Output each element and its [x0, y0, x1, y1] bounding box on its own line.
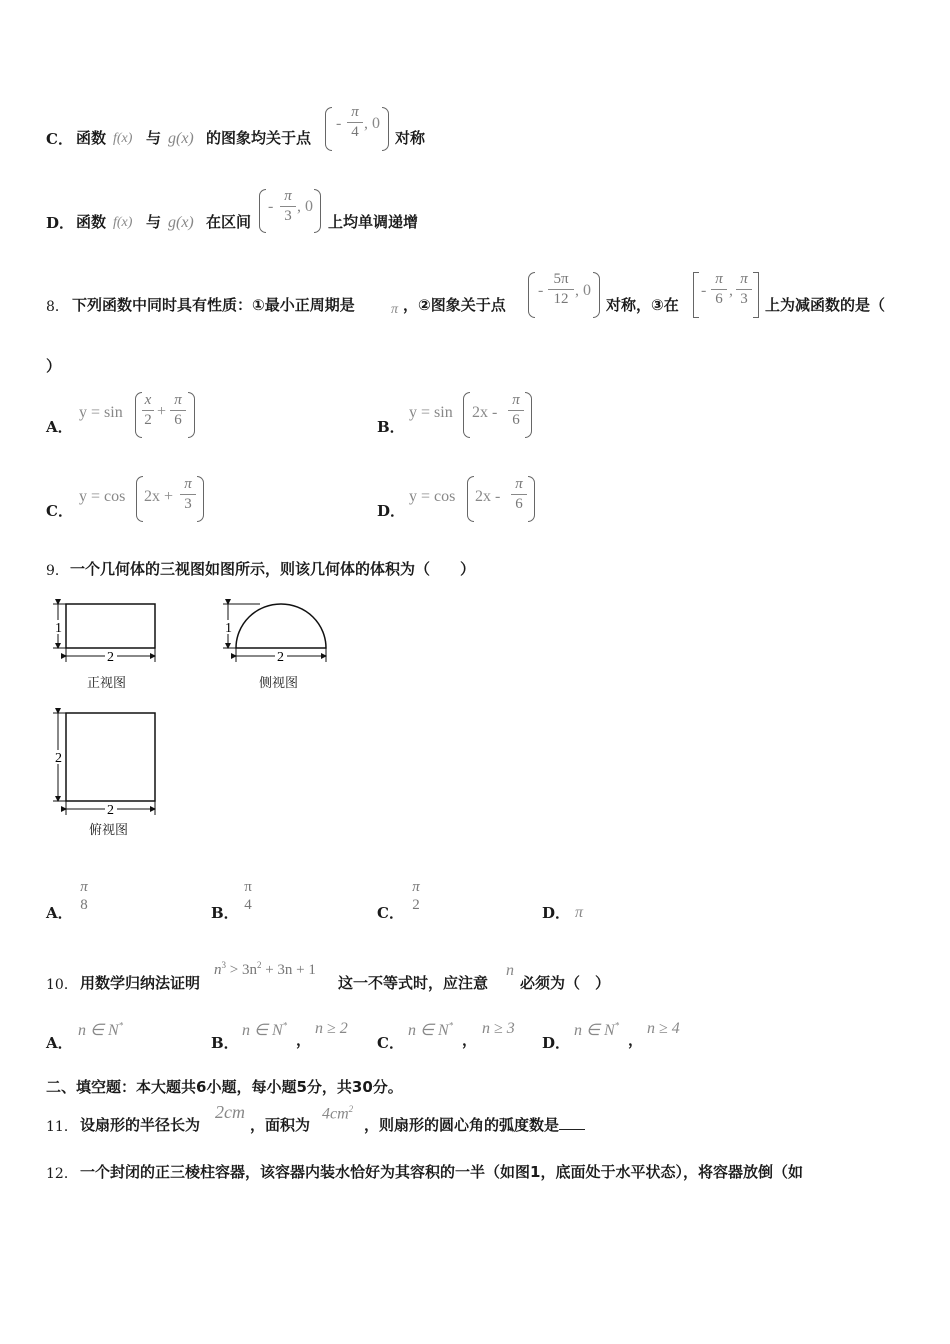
option-a-set: n ∈ N*	[78, 1020, 124, 1039]
left-paren	[325, 107, 332, 151]
left-paren	[467, 476, 474, 522]
option-label: C．	[46, 130, 73, 148]
left-paren	[528, 272, 535, 318]
right-paren	[382, 107, 389, 151]
minus: -	[268, 198, 274, 215]
side-view-width: 2	[277, 650, 284, 665]
question-text: ，②图象关于点	[403, 296, 506, 314]
math-arg: 2x +	[144, 488, 174, 505]
plus: +	[157, 403, 167, 420]
radius-value: 2cm	[215, 1102, 245, 1122]
option-c-cond: n ≥ 3	[482, 1020, 515, 1037]
text: 与	[146, 129, 162, 147]
option-label: C．	[377, 904, 404, 922]
right-paren	[593, 272, 600, 318]
math-pi: π	[391, 302, 399, 317]
question-number: 10．	[46, 977, 78, 993]
minus: -	[701, 282, 707, 299]
left-paren	[136, 476, 143, 522]
front-view-figure	[50, 598, 165, 670]
fraction: x 2	[142, 392, 154, 429]
question-text: 下列函数中同时具有性质：①最小正周期是	[72, 296, 355, 314]
option-label: B．	[211, 904, 239, 922]
option-label: C．	[377, 1034, 404, 1052]
right-paren	[188, 392, 195, 438]
text: 与	[146, 213, 162, 231]
math-f: f(x)	[113, 131, 133, 146]
left-bracket	[693, 272, 699, 318]
top-view-height: 2	[55, 751, 62, 766]
question-text: 对称，③在	[606, 296, 679, 314]
math-lhs: y = cos	[409, 488, 456, 505]
math-n: n	[506, 962, 514, 979]
option-label: D．	[542, 904, 571, 922]
math-arg: 2x -	[475, 488, 501, 505]
option-d-set: n ∈ N*	[574, 1020, 620, 1039]
option-a-fraction: π 8	[80, 879, 88, 913]
option-label: A．	[46, 1034, 73, 1052]
fraction: π 3	[736, 271, 752, 308]
option-label: A．	[46, 418, 73, 436]
text: 对称	[395, 129, 426, 147]
answer-blank[interactable]	[559, 1115, 585, 1130]
separator: ，	[296, 1031, 312, 1049]
question-text: ，则扇形的圆心角的弧度数是	[364, 1115, 585, 1135]
option-d-cond: n ≥ 4	[647, 1020, 680, 1037]
option-b-cond: n ≥ 2	[315, 1020, 348, 1037]
left-paren	[463, 392, 470, 438]
option-label: C．	[46, 502, 73, 520]
option-label: B．	[211, 1034, 239, 1052]
question-text: 上为减函数的是（	[765, 296, 886, 314]
side-view-height: 1	[225, 621, 232, 636]
fraction: 5π 12	[548, 271, 574, 308]
question-text: 这一不等式时，应注意	[338, 974, 489, 992]
math-arg: 2x -	[472, 404, 498, 421]
fraction: π 6	[711, 271, 727, 308]
math-lhs: y = sin	[79, 404, 123, 421]
fraction: π 4	[347, 104, 363, 141]
math-lhs: y = sin	[409, 404, 453, 421]
question-number: 12．	[46, 1166, 78, 1182]
coord: , 0	[297, 198, 313, 215]
math-g: g(x)	[168, 130, 194, 147]
option-label: D．	[377, 502, 406, 520]
text: 在区间	[206, 213, 252, 231]
option-c-fraction: π 2	[412, 879, 420, 913]
front-view-height: 1	[55, 621, 62, 636]
top-view-caption: 俯视图	[89, 823, 129, 838]
left-paren	[259, 189, 266, 233]
minus: -	[336, 115, 342, 132]
text: 函数	[76, 129, 107, 147]
math-g: g(x)	[168, 214, 194, 231]
question-number: 11．	[46, 1119, 78, 1135]
option-label: D．	[542, 1034, 571, 1052]
fraction: π 6	[511, 476, 527, 513]
coord: , 0	[364, 115, 380, 132]
front-view-caption: 正视图	[87, 676, 127, 691]
option-label: D．	[46, 214, 75, 232]
section-title: 二、填空题：本大题共6小题，每小题5分，共30分。	[46, 1078, 403, 1096]
fraction: π 3	[180, 476, 196, 513]
right-paren	[197, 476, 204, 522]
minus: -	[538, 282, 544, 299]
inequality: $n^3 > 3n^2 + 3n + 1$	[214, 960, 316, 978]
separator: ，	[462, 1031, 478, 1049]
question-text: 一个封闭的正三棱柱容器，该容器内装水恰好为其容积的一半（如图1，底面处于水平状态），将容器放倒（如	[80, 1163, 803, 1181]
question-number: 8．	[46, 299, 69, 315]
close-paren: ）	[46, 357, 62, 375]
front-view-width: 2	[107, 650, 114, 665]
question-text: 用数学归纳法证明	[80, 974, 201, 992]
right-paren	[528, 476, 535, 522]
question-text: 一个几何体的三视图如图所示，则该几何体的体积为（ ）	[70, 560, 476, 578]
option-label: B．	[377, 418, 405, 436]
text: 的图象均关于点	[206, 129, 312, 147]
question-text: 设扇形的半径长为	[80, 1116, 201, 1134]
text: 函数	[76, 213, 107, 231]
fraction: π 3	[280, 188, 296, 225]
option-c-set: n ∈ N*	[408, 1020, 454, 1039]
side-view-caption: 侧视图	[259, 676, 299, 691]
fraction: π 6	[170, 392, 186, 429]
question-text: ，面积为	[250, 1116, 311, 1134]
coord: , 0	[575, 282, 591, 299]
question-text: 必须为（ ）	[520, 974, 611, 992]
option-label: A．	[46, 904, 73, 922]
top-view-figure	[50, 705, 165, 817]
side-view-figure	[220, 598, 335, 670]
option-b-fraction: π 4	[244, 879, 252, 913]
right-bracket	[753, 272, 759, 318]
right-paren	[314, 189, 321, 233]
fraction: π 6	[508, 392, 524, 429]
top-view-width: 2	[107, 803, 114, 817]
comma: ,	[729, 282, 733, 299]
question-number: 9．	[46, 563, 69, 579]
option-b-set: n ∈ N*	[242, 1020, 288, 1039]
math-lhs: y = cos	[79, 488, 126, 505]
right-paren	[525, 392, 532, 438]
area-value: $4cm^2$	[322, 1104, 354, 1123]
option-d-value: π	[575, 904, 584, 921]
left-paren	[135, 392, 142, 438]
separator: ，	[628, 1031, 644, 1049]
math-f: f(x)	[113, 215, 133, 230]
text: 上均单调递增	[328, 213, 419, 231]
